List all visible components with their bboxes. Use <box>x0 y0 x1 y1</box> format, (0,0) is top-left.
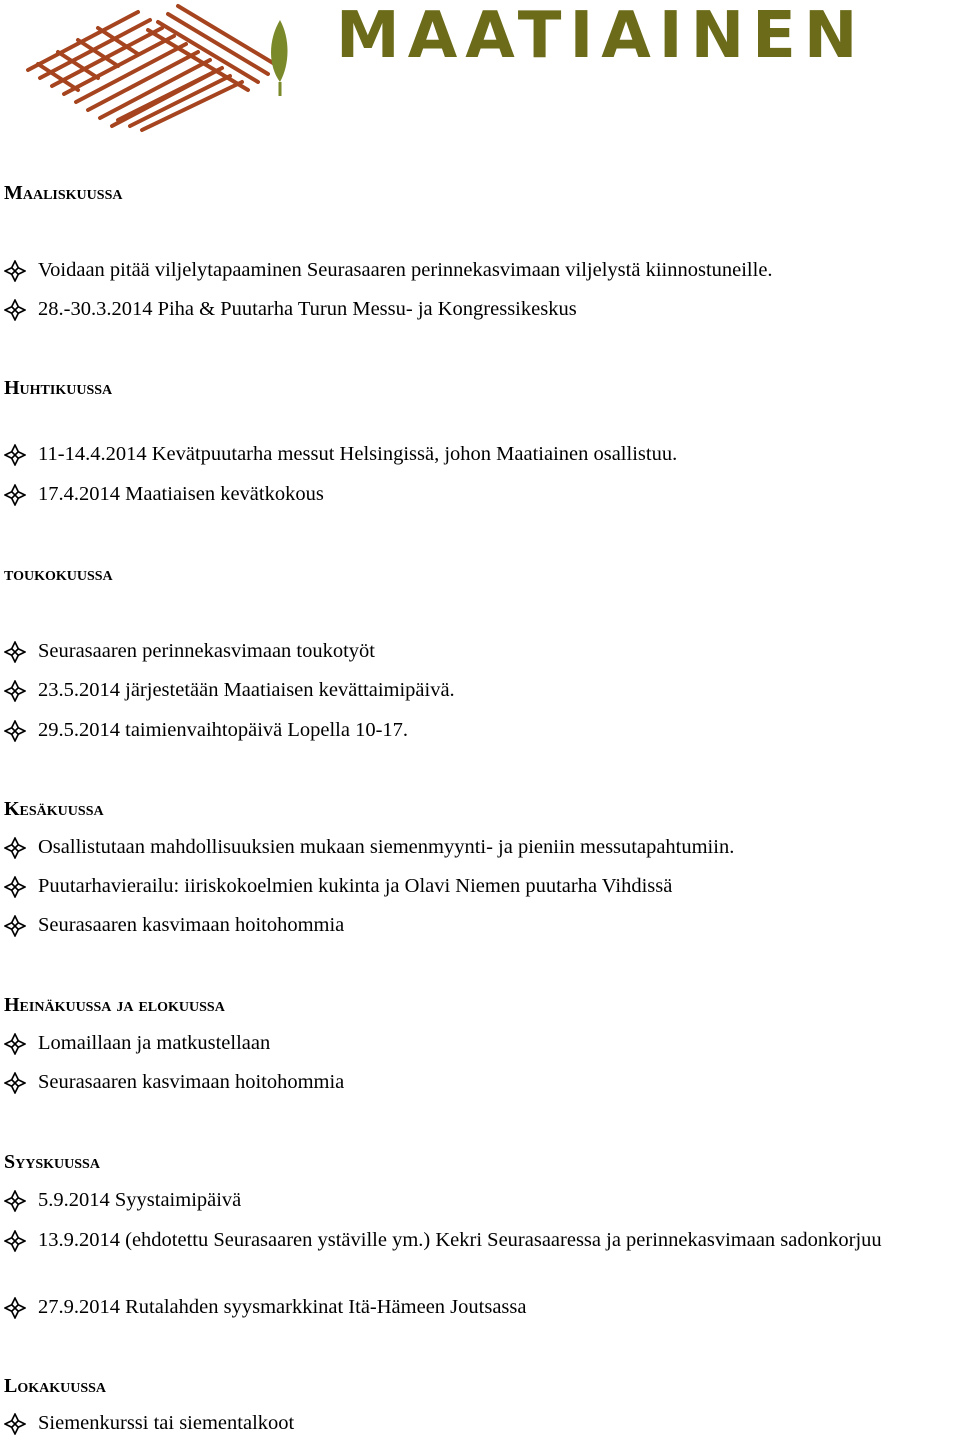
list-item <box>4 295 958 323</box>
diamond-bullet-icon <box>4 299 26 321</box>
list-item <box>4 872 958 900</box>
list-item-text: Siemenkurssi tai siementalkoot <box>38 1412 295 1434</box>
section-heading-huhtikuussa: Huhtikuussa <box>4 377 113 399</box>
list-item-text: Puutarhavierailu: iiriskokoelmien kukinta ja Olavi Niemen puutarha Vihdissä <box>38 875 673 897</box>
maatiainen-logo <box>18 0 948 135</box>
diamond-bullet-icon <box>4 1190 26 1212</box>
list-item-text: 29.5.2014 taimienvaihtopäivä Lopella 10-17. <box>38 719 409 741</box>
diamond-bullet-icon <box>4 1230 26 1252</box>
diamond-bullet-icon <box>4 444 26 466</box>
list-item-text: 13.9.2014 (ehdotettu Seurasaaren ystäville ym.) Kekri Seurasaaressa ja perinnekasvimaan sadonkorjuu <box>38 1229 882 1251</box>
list-item <box>4 1029 958 1057</box>
section-heading-maaliskuussa: Maaliskuussa <box>4 182 123 204</box>
diamond-bullet-icon <box>4 641 26 663</box>
list-item-text: Osallistutaan mahdollisuuksien mukaan siemenmyynti- ja pieniin messutapahtumiin. <box>38 836 735 858</box>
diamond-bullet-icon <box>4 1297 26 1319</box>
list-item <box>4 1186 958 1214</box>
list-item-text: Seurasaaren kasvimaan hoitohommia <box>38 1071 345 1093</box>
list-item <box>4 1068 958 1096</box>
list-item-text: Lomaillaan ja matkustellaan <box>38 1032 271 1054</box>
list-item <box>4 1226 958 1254</box>
diamond-bullet-icon <box>4 680 26 702</box>
list-item-text: 5.9.2014 Syystaimipäivä <box>38 1189 242 1211</box>
logo-wordmark: MAATIAINEN <box>336 0 866 73</box>
list-item-text: Seurasaaren kasvimaan hoitohommia <box>38 914 345 936</box>
list-item-text: Seurasaaren perinnekasvimaan toukotyöt <box>38 640 375 662</box>
diamond-bullet-icon <box>4 1413 26 1435</box>
diamond-bullet-icon <box>4 720 26 742</box>
diamond-bullet-icon <box>4 260 26 282</box>
list-item <box>4 256 958 284</box>
diamond-bullet-icon <box>4 1072 26 1094</box>
list-item <box>4 833 958 861</box>
diamond-bullet-icon <box>4 876 26 898</box>
section-heading-lokakuussa: Lokakuussa <box>4 1375 107 1397</box>
list-item-text: Voidaan pitää viljelytapaaminen Seurasaaren perinnekasvimaan viljelystä kiinnostuneille. <box>38 259 773 281</box>
list-item <box>4 637 958 665</box>
section-heading-kesakuussa: Kesäkuussa <box>4 798 104 820</box>
list-item <box>4 716 958 744</box>
woven-field-emblem-icon <box>18 0 348 135</box>
section-heading-toukokuussa: toukokuussa <box>4 563 113 585</box>
list-item <box>4 676 958 704</box>
list-item <box>4 440 958 468</box>
list-item-text: 28.-30.3.2014 Piha & Puutarha Turun Messu- ja Kongressikeskus <box>38 298 577 320</box>
list-item <box>4 911 958 939</box>
list-item-text: 11-14.4.2014 Kevätpuutarha messut Helsingissä, johon Maatiainen osallistuu. <box>38 443 678 465</box>
list-item <box>4 480 958 508</box>
list-item <box>4 1293 958 1321</box>
diamond-bullet-icon <box>4 1033 26 1055</box>
diamond-bullet-icon <box>4 915 26 937</box>
section-heading-syyskuussa: Syyskuussa <box>4 1151 100 1173</box>
diamond-bullet-icon <box>4 837 26 859</box>
list-item-text: 27.9.2014 Rutalahden syysmarkkinat Itä-Hämeen Joutsassa <box>38 1296 527 1318</box>
list-item-text: 17.4.2014 Maatiaisen kevätkokous <box>38 483 324 505</box>
diamond-bullet-icon <box>4 484 26 506</box>
section-heading-heinakuussa-ja-elokuussa: Heinäkuussa ja elokuussa <box>4 994 225 1016</box>
list-item-text: 23.5.2014 järjestetään Maatiaisen kevättaimipäivä. <box>38 679 455 701</box>
